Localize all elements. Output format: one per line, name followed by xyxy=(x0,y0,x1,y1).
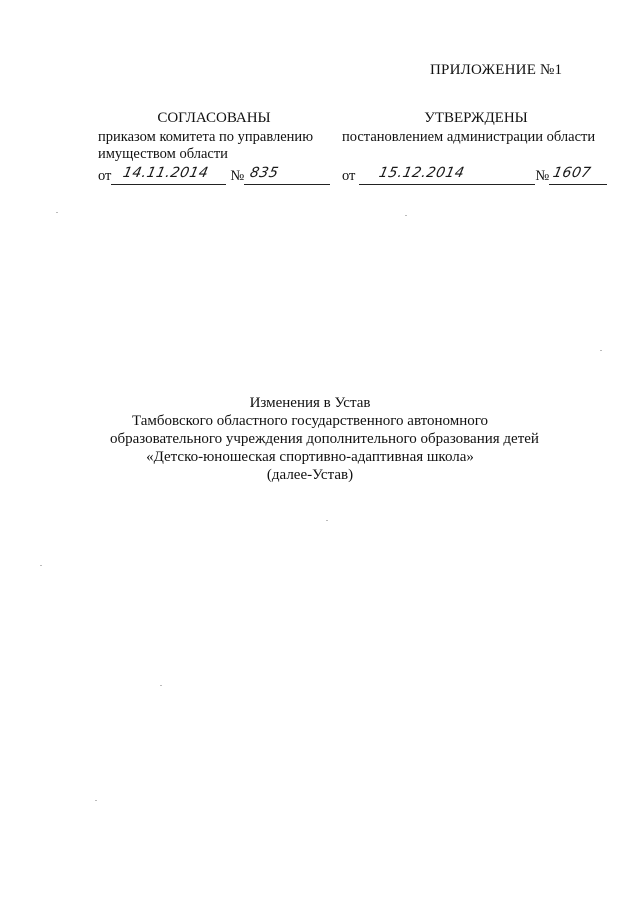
agreed-date-handwritten: 14.11.2014 xyxy=(121,165,211,181)
title-line-5: (далее-Устав) xyxy=(266,467,354,483)
approved-block xyxy=(342,110,610,185)
title-line-2: Тамбовского областного государственного автономного xyxy=(131,413,489,429)
scan-speck xyxy=(160,685,162,686)
agreed-number-prefix: № xyxy=(230,168,245,184)
agreed-heading: СОГЛАСОВАНЫ xyxy=(157,110,271,126)
approved-number-field xyxy=(549,166,607,185)
appendix-label: ПРИЛОЖЕНИЕ №1 xyxy=(430,62,563,78)
agreed-date-field xyxy=(111,166,226,185)
scan-speck xyxy=(600,350,602,351)
approved-date-prefix: от xyxy=(342,168,356,184)
scan-speck xyxy=(95,800,97,801)
scan-speck xyxy=(326,520,328,521)
document-title xyxy=(110,394,539,484)
approved-signline xyxy=(342,165,610,185)
title-line-1: Изменения в Устав xyxy=(249,395,371,411)
scan-speck xyxy=(56,212,58,213)
scan-speck xyxy=(405,215,407,216)
agreed-date-prefix: от xyxy=(98,168,112,184)
agreed-number-handwritten: 835 xyxy=(248,165,281,181)
agreed-block xyxy=(98,110,330,185)
scan-speck xyxy=(40,565,42,566)
approved-date-field xyxy=(359,166,535,185)
agreed-body: приказом комитета по управлению имуществом области xyxy=(98,129,314,162)
agreed-signline xyxy=(98,165,330,185)
approved-number-prefix: № xyxy=(535,168,550,184)
title-line-3: образовательного учреждения дополнительного образования детей xyxy=(110,431,539,447)
approved-date-handwritten: 15.12.2014 xyxy=(377,165,467,181)
approved-heading: УТВЕРЖДЕНЫ xyxy=(424,110,528,126)
approved-number-handwritten: 1607 xyxy=(551,165,593,181)
agreed-number-field xyxy=(244,166,330,185)
approved-body: постановлением администрации области xyxy=(342,129,596,145)
title-line-4: «Детско-юношеская спортивно-адаптивная школа» xyxy=(146,449,474,465)
